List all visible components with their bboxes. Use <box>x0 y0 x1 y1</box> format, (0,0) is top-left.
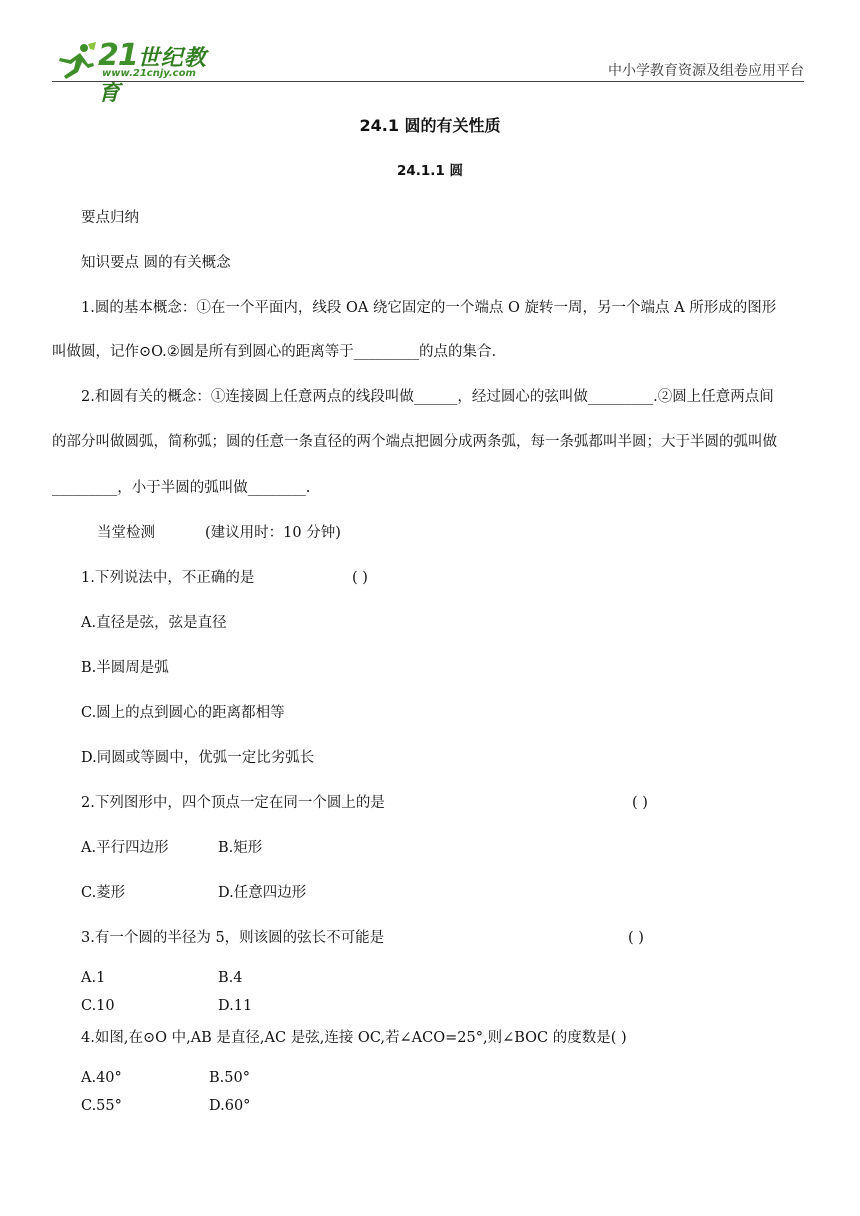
question-1-option-a: A.直径是弦，弦是直径 <box>81 615 227 631</box>
question-3-stem: 3.有一个圆的半径为 5，则该圆的弦长不可能是 <box>81 930 385 946</box>
paragraph-2-line-2: 的部分叫做圆弧，简称弧；圆的任意一条直径的两个端点把圆分成两条弧，每一条弧都叫半圆；大于半圆的弧叫做 <box>52 434 777 450</box>
page-title: 24.1 圆的有关性质 <box>359 116 501 135</box>
check-time: (建议用时：10 分钟) <box>205 525 341 541</box>
platform-name: 中小学教育资源及组卷应用平台 <box>608 63 804 79</box>
header-divider <box>52 81 804 82</box>
logo-url: www.21cnjy.com <box>102 68 196 79</box>
paragraph-1-line-2: 叫做圆，记作⊙O.②圆是所有到圆心的距离等于_________的点的集合. <box>52 344 497 360</box>
question-2-stem: 2.下列图形中，四个顶点一定在同一个圆上的是 <box>81 795 385 811</box>
paragraph-2-line-1: 2.和圆有关的概念：①连接圆上任意两点的线段叫做______，经过圆心的弦叫做_________.②圆上任意两点间 <box>81 389 774 405</box>
paragraph-1-line-1: 1.圆的基本概念：①在一个平面内，线段 OA 绕它固定的一个端点 O 旋转一周，另一个端点 A 所形成的图形 <box>81 300 777 316</box>
runner-icon <box>54 42 98 80</box>
question-1-option-d: D.同圆或等圆中，优弧一定比劣弧长 <box>81 750 315 766</box>
question-1-stem: 1.下列说法中，不正确的是 <box>81 570 255 586</box>
question-3-option-c: C.10 <box>81 998 115 1014</box>
question-4-option-d: D.60° <box>209 1098 251 1114</box>
question-2-option-d: D.任意四边形 <box>218 885 307 901</box>
question-1-option-b: B.半圆周是弧 <box>81 660 169 676</box>
question-4-option-a: A.40° <box>81 1070 122 1086</box>
question-2-option-c: C.菱形 <box>81 885 126 901</box>
question-4-option-c: C.55° <box>81 1098 122 1114</box>
knowledge-point: 知识要点 圆的有关概念 <box>81 255 231 271</box>
question-3-option-b: B.4 <box>218 970 243 986</box>
logo-text: 21世纪教育 <box>98 38 207 106</box>
question-2-paren: ( ) <box>632 795 648 811</box>
question-1-paren: ( ) <box>352 570 368 586</box>
page-subtitle: 24.1.1 圆 <box>396 163 464 179</box>
check-heading: 当堂检测 <box>97 525 155 541</box>
question-3-option-d: D.11 <box>218 998 253 1014</box>
question-3-paren: ( ) <box>628 930 644 946</box>
question-4-stem: 4.如图,在⊙O 中,AB 是直径,AC 是弦,连接 OC,若∠ACO=25°,则∠BOC 的度数是( ) <box>81 1030 627 1046</box>
question-2-option-b: B.矩形 <box>218 840 263 856</box>
paragraph-2-line-3: _________，小于半圆的弧叫做________. <box>52 480 311 496</box>
question-4-option-b: B.50° <box>209 1070 250 1086</box>
page-header <box>52 38 804 106</box>
section-heading: 要点归纳 <box>81 210 139 226</box>
logo <box>52 38 222 106</box>
question-2-option-a: A.平行四边形 <box>81 840 169 856</box>
question-3-option-a: A.1 <box>81 970 106 986</box>
question-1-option-c: C.圆上的点到圆心的距离都相等 <box>81 705 285 721</box>
